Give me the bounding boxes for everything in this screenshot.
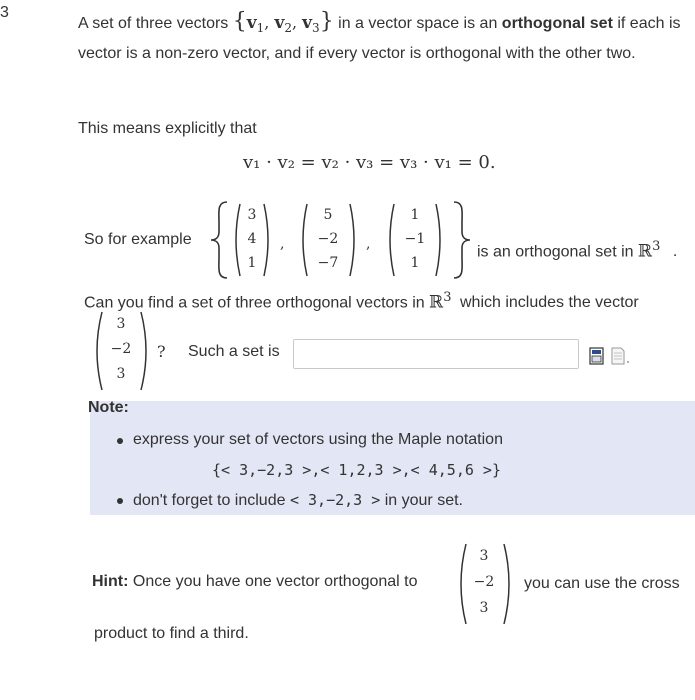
answer-label: Such a set is — [188, 343, 280, 360]
hvec-entry-2: −2 — [473, 574, 495, 590]
note-bullet-2-pre: don't forget to include — [133, 492, 286, 509]
example-vector-2 — [311, 203, 345, 275]
vec3-entry-3: 1 — [410, 255, 420, 271]
question-line: Can you find a set of three orthogonal vectors in — [84, 294, 425, 312]
note-bullet-1 — [117, 438, 123, 444]
qvec-entry-1: 3 — [116, 316, 126, 332]
question-mark: ? — [157, 342, 166, 361]
vec2-right-paren — [348, 202, 360, 278]
set-close-brace: } — [319, 9, 334, 34]
vec1-entry-3: 1 — [247, 255, 257, 271]
hint-vector — [467, 544, 501, 622]
vec3-right-paren — [434, 202, 446, 278]
v3-sub: 3 — [312, 21, 320, 36]
hvec-entry-1: 3 — [479, 548, 489, 564]
qvec-right-paren — [139, 310, 153, 392]
vec3-entry-2: −1 — [404, 231, 426, 247]
v2-sub: 2 — [284, 21, 292, 36]
example-space-symbol: ℝ — [638, 241, 653, 262]
qvec-left-paren — [90, 310, 104, 392]
preview-icon[interactable] — [589, 347, 605, 365]
vec1-entry-1: 3 — [247, 207, 257, 223]
comma-1: , — [280, 236, 285, 252]
vec1-entry-2: 4 — [247, 231, 257, 247]
v1: v — [246, 13, 257, 33]
hvec-left-paren — [454, 542, 468, 626]
vec3-entry-1: 1 — [410, 207, 420, 223]
answer-input[interactable] — [293, 339, 579, 369]
question-space-exp: 3 — [443, 290, 452, 305]
question-vector — [104, 312, 138, 387]
hint-line-2: product to find a third. — [94, 625, 249, 642]
v2: v — [274, 13, 285, 33]
vec2-left-paren — [297, 202, 309, 278]
intro-text-1: A set of three vectors — [78, 15, 229, 32]
example-suffix-text: is an orthogonal set in — [477, 243, 634, 261]
maple-example: {< 3,−2,3 >,< 1,2,3 >,< 4,5,6 >} — [212, 461, 501, 479]
intro-text-3: if each is vector is a non-zero vector, and if every vector is orthogonal with the other two. — [78, 15, 681, 63]
note-bullet-1-text: express your set of vectors using the Maple notation — [133, 431, 503, 448]
example-space-exp: 3 — [652, 239, 661, 254]
note-bullet-2-line — [133, 491, 463, 510]
note-heading: Note: — [88, 399, 129, 416]
qvec-entry-3: 3 — [116, 366, 126, 382]
example-vector-3 — [398, 203, 432, 275]
question-space-symbol: ℝ — [429, 292, 444, 313]
v1-sub: 1 — [256, 21, 265, 36]
example-period: . — [672, 243, 678, 261]
intro-text-2: in a vector space is an — [338, 15, 498, 32]
vec1-right-paren — [262, 202, 274, 278]
note-bullet-2-post: in your set. — [384, 492, 463, 509]
example-suffix — [477, 239, 677, 261]
hint-line — [92, 573, 418, 591]
vec2-entry-3: −7 — [317, 255, 339, 271]
page-number: 3 — [0, 4, 9, 21]
example-set-close-brace — [450, 200, 472, 280]
orthogonal-set-term: orthogonal set — [501, 15, 613, 32]
help-icon[interactable] — [610, 347, 632, 365]
vec2-entry-1: 5 — [323, 207, 333, 223]
example-label: So for example — [84, 231, 192, 248]
example-vector-1 — [244, 203, 260, 275]
dot-product-equation: v₁ · v₂ = v₂ · v₃ = v₃ · v₁ = 0. — [243, 152, 496, 173]
example-set-open-brace — [209, 200, 231, 280]
intro-paragraph: A set of three vectors {$v_1$, $v_2$, $v_3$} in a vector space is an orthogonal set if each is vector is a non-zero vector, and if every vector is orthogonal with the other two. — [78, 9, 681, 63]
explicit-intro: This means explicitly that — [78, 120, 257, 137]
question-tail: which includes the vector — [459, 294, 639, 312]
note-bullet-2 — [117, 498, 123, 504]
hvec-right-paren — [502, 542, 516, 626]
set-open-brace: { — [232, 9, 247, 34]
hint-tail: you can use the cross — [524, 575, 680, 592]
hvec-entry-3: 3 — [479, 600, 489, 616]
v3: v — [302, 13, 313, 33]
question-text — [84, 290, 639, 312]
vec1-left-paren — [230, 202, 242, 278]
note-bullet-2-code: < 3,−2,3 > — [289, 491, 381, 509]
qvec-entry-2: −2 — [110, 341, 132, 357]
vec3-left-paren — [384, 202, 396, 278]
vec2-entry-2: −2 — [317, 231, 339, 247]
hint-label: Hint: — [92, 573, 129, 590]
hint-text: Once you have one vector orthogonal to — [132, 573, 418, 590]
comma-2: , — [366, 236, 371, 252]
